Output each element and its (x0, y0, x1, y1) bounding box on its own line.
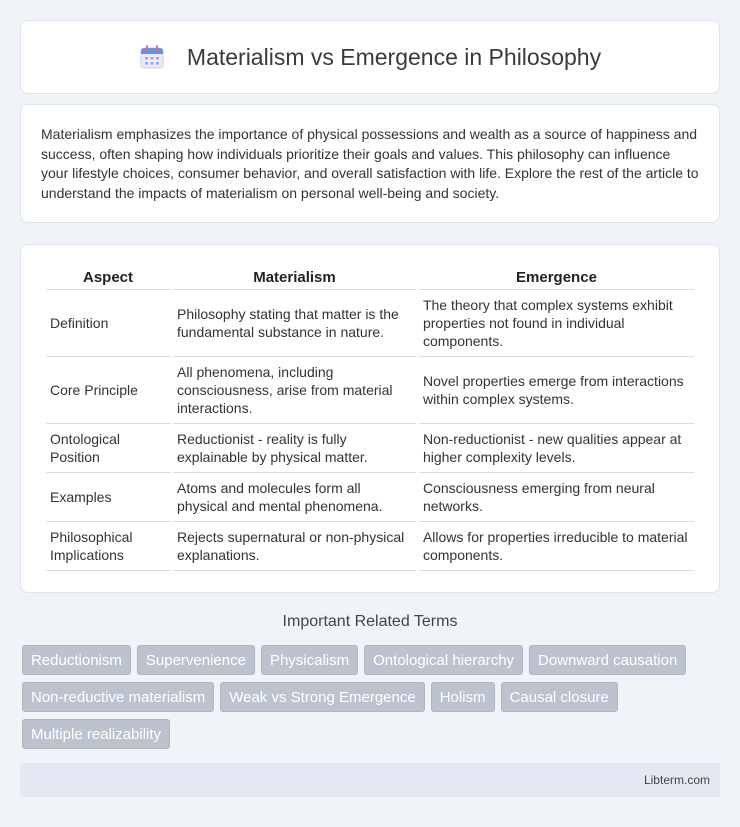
comparison-card (20, 244, 720, 593)
comparison-table (43, 265, 697, 571)
table-row (46, 522, 694, 571)
intro-card (20, 104, 720, 223)
emergence-cell: Consciousness emerging from neural networks. (419, 473, 694, 522)
footer (20, 763, 720, 797)
related-term-tag[interactable]: Causal closure (501, 682, 618, 712)
table-header-row (46, 265, 694, 290)
emergence-cell: Novel properties emerge from interactions within complex systems. (419, 357, 694, 424)
related-terms-list (22, 645, 722, 756)
related-term-tag[interactable]: Reductionism (22, 645, 131, 675)
materialism-cell: Atoms and molecules form all physical and mental phenomena. (173, 473, 416, 522)
header-aspect: Aspect (46, 265, 170, 290)
aspect-cell: Definition (46, 290, 170, 357)
header-materialism: Materialism (173, 265, 416, 290)
related-terms-title: Important Related Terms (282, 613, 458, 630)
calendar-icon (139, 44, 165, 70)
table-row (46, 290, 694, 357)
related-term-tag[interactable]: Physicalism (261, 645, 358, 675)
aspect-cell: Ontological Position (46, 424, 170, 473)
aspect-cell: Philosophical Implications (46, 522, 170, 571)
page-title: Materialism vs Emergence in Philosophy (186, 43, 602, 70)
related-term-tag[interactable]: Non-reductive materialism (22, 682, 214, 712)
emergence-cell: The theory that complex systems exhibit properties not found in individual components. (419, 290, 694, 357)
footer-site-link[interactable]: Libterm.com (643, 773, 710, 787)
table-row (46, 424, 694, 473)
header-card (20, 20, 720, 94)
related-term-tag[interactable]: Downward causation (529, 645, 686, 675)
table-row (46, 357, 694, 424)
related-term-tag[interactable]: Ontological hierarchy (364, 645, 523, 675)
header (21, 21, 719, 93)
emergence-cell: Non-reductionist - new qualities appear at higher complexity levels. (419, 424, 694, 473)
materialism-cell: All phenomena, including consciousness, arise from material interactions. (173, 357, 416, 424)
related-term-tag[interactable]: Weak vs Strong Emergence (220, 682, 424, 712)
aspect-cell: Examples (46, 473, 170, 522)
table-row (46, 473, 694, 522)
related-term-tag[interactable]: Supervenience (137, 645, 255, 675)
aspect-cell: Core Principle (46, 357, 170, 424)
header-emergence: Emergence (419, 265, 694, 290)
emergence-cell: Allows for properties irreducible to material components. (419, 522, 694, 571)
related-term-tag[interactable]: Holism (431, 682, 495, 712)
materialism-cell: Philosophy stating that matter is the fundamental substance in nature. (173, 290, 416, 357)
materialism-cell: Rejects supernatural or non-physical explanations. (173, 522, 416, 571)
related-term-tag[interactable]: Multiple realizability (22, 719, 170, 749)
materialism-cell: Reductionist - reality is fully explainable by physical matter. (173, 424, 416, 473)
intro-paragraph: Materialism emphasizes the importance of physical possessions and wealth as a source of happiness and success, often shaping how individuals prioritize their goals and values. This philosophy can influence your lifestyle choices, consumer behavior, and overall satisfaction with life. Explore the rest of the article to understand the impacts of materialism on personal well-being and society. (41, 126, 699, 201)
